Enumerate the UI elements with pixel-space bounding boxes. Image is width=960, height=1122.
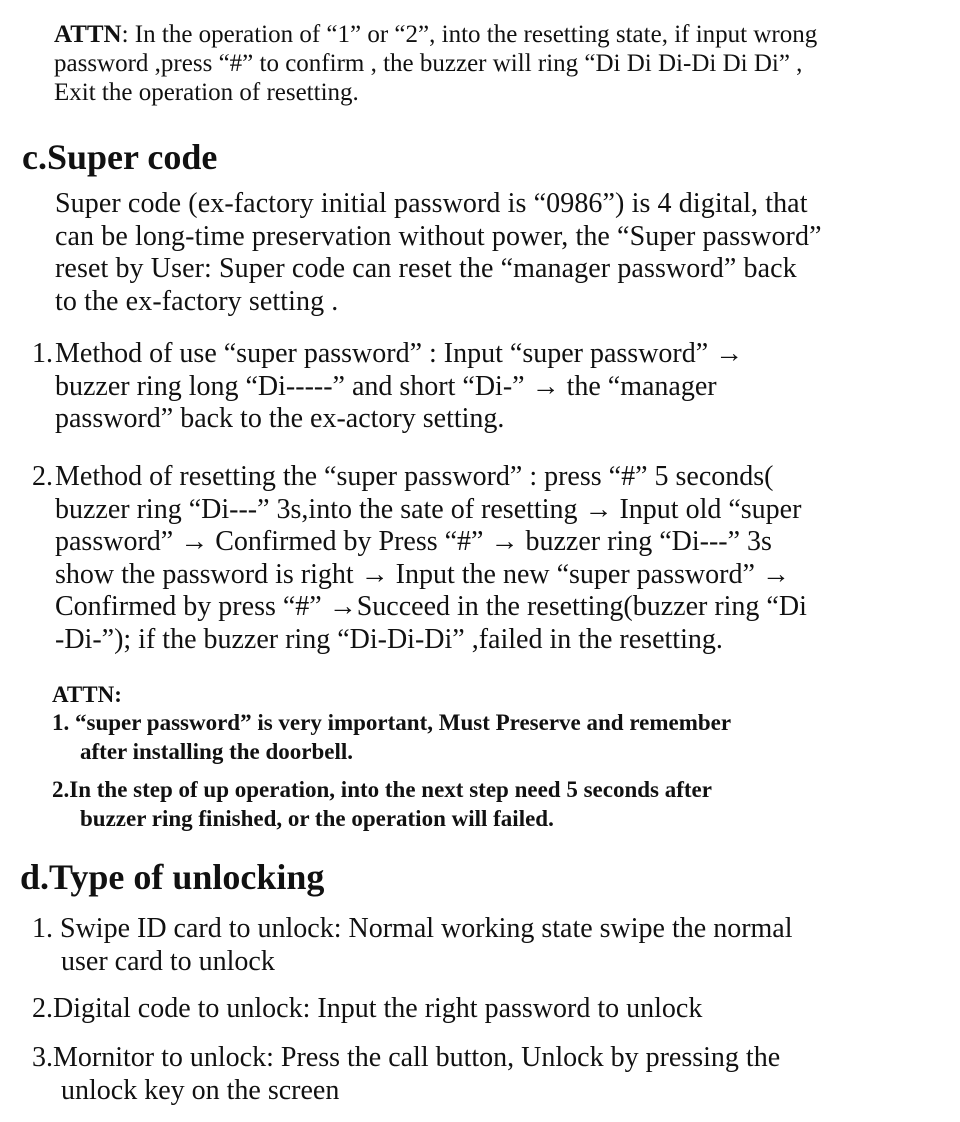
super-code-description <box>55 188 945 318</box>
attn-item-1-line-1: 1. “super password” is very important, Must Preserve and remember <box>52 710 732 735</box>
attn-top-line-1 <box>54 20 934 49</box>
description-line: can be long-time preservation without power, the “Super password” <box>55 220 822 252</box>
unlock-item-1-line-2: user card to unlock <box>61 945 275 977</box>
method-2-line: password” → Confirmed by Press “#” → buzzer ring “Di---” 3s <box>55 526 772 557</box>
attn-item-2-line-2: buzzer ring finished, or the operation will failed. <box>80 806 554 831</box>
unlock-item-3 <box>32 1042 932 1107</box>
description-line: to the ex-factory setting . <box>55 285 339 317</box>
method-2-line: buzzer ring “Di---” 3s,into the sate of resetting → Input old “super <box>55 493 802 525</box>
unlock-item-2-line-1: 2.Digital code to unlock: Input the right password to unlock <box>32 993 703 1024</box>
description-line: Super code (ex-factory initial password is “0986”) is 4 digital, that <box>55 188 808 219</box>
attn-item-1-line-2: after installing the doorbell. <box>80 739 354 764</box>
attn-top-label: ATTN <box>54 21 122 48</box>
unlock-item-1 <box>32 913 932 978</box>
description-line: reset by User: Super code can reset the “manager password” back <box>55 253 797 284</box>
attn-note-top <box>54 20 934 107</box>
method-1-number: 1. <box>32 338 53 369</box>
method-2-text <box>32 461 932 656</box>
method-1-text <box>32 338 932 436</box>
unlock-item-3-line-2: unlock key on the screen <box>61 1074 340 1106</box>
attn-item-1 <box>52 708 912 766</box>
attn-top-line-3: Exit the operation of resetting. <box>54 79 359 106</box>
section-c-title: c.Super code <box>22 137 218 177</box>
attn-top-line-2: password ,press “#” to confirm , the buzzer will ring “Di Di Di-Di Di Di” , <box>54 50 803 77</box>
method-1-line: password” back to the ex-actory setting. <box>55 403 505 434</box>
attn-item-2-line-1: 2.In the step of up operation, into the next step need 5 seconds after <box>52 777 712 802</box>
method-2-line: show the password is right → Input the new “super password” → <box>55 558 790 590</box>
method-2-line: -Di-”); if the buzzer ring “Di-Di-Di” ,failed in the resetting. <box>55 623 723 655</box>
section-d-title: d.Type of unlocking <box>20 857 325 897</box>
unlock-item-3-line-1: 3.Mornitor to unlock: Press the call button, Unlock by pressing the <box>32 1042 781 1073</box>
attn-top-line-1-text: : In the operation of “1” or “2”, into the resetting state, if input wrong <box>121 21 818 48</box>
method-1-item <box>32 338 932 436</box>
unlock-item-1-line-1: 1. Swipe ID card to unlock: Normal working state swipe the normal <box>32 913 793 944</box>
method-1-line: buzzer ring long “Di-----” and short “Di-” → the “manager <box>55 370 717 402</box>
attn-title: ATTN: <box>52 682 122 707</box>
method-2-item <box>32 461 932 656</box>
method-2-line: Method of resetting the “super password” : press “#” 5 seconds( <box>55 461 774 492</box>
attn-item-2 <box>52 775 912 833</box>
method-2-number: 2. <box>32 461 53 492</box>
unlock-item-2 <box>32 993 932 1026</box>
method-1-line: Method of use “super password” : Input “super password” → <box>55 338 744 369</box>
method-2-line: Confirmed by press “#” →Succeed in the resetting(buzzer ring “Di <box>55 591 807 622</box>
